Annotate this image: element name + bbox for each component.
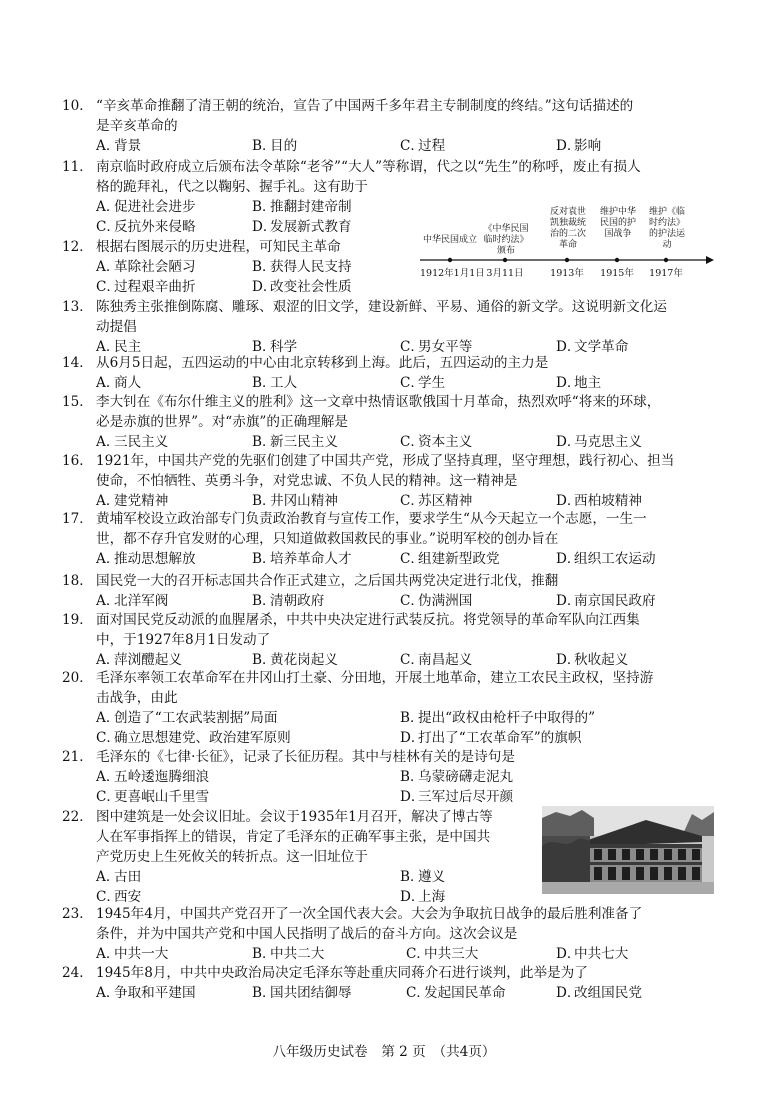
option-b[interactable]: B．培养革命人才 (252, 551, 352, 567)
option-a[interactable]: A．争取和平建国 (96, 985, 196, 1001)
option-b[interactable]: B．黄花岗起义 (252, 652, 338, 668)
question-number: 18． (62, 573, 93, 589)
option-a[interactable]: A．建党精神 (96, 493, 169, 509)
option-d[interactable]: D．文学革命 (556, 339, 629, 355)
option-d[interactable]: D．三军过后尽开颜 (400, 789, 514, 805)
question-text-line: 动提倡 (96, 319, 137, 335)
option-c[interactable]: C．更喜岷山千里雪 (96, 789, 210, 805)
question-number: 19． (62, 612, 93, 628)
option-b[interactable]: B．工人 (252, 375, 298, 391)
option-d[interactable]: D．西柏坡精神 (556, 493, 642, 509)
question-number: 16． (62, 453, 93, 469)
option-c[interactable]: C．确立思想建党、政治建军原则 (96, 730, 291, 746)
options-row (96, 550, 722, 569)
question-number: 22． (62, 809, 93, 825)
option-c[interactable]: C．学生 (400, 375, 446, 391)
question-number: 10． (62, 98, 93, 114)
question-number: 14． (62, 355, 93, 371)
question-number: 12． (62, 239, 93, 255)
option-a[interactable]: A．推动思想解放 (96, 551, 196, 567)
question-text-line: 毛泽东率领工农革命军在井冈山打土豪、分田地，开展土地革命，建立工农民主政权，坚持游 (96, 670, 654, 686)
option-b[interactable]: B．科学 (252, 339, 298, 355)
question-number: 17． (62, 511, 93, 527)
question-text-line: 使命，不怕牺牲、英勇斗争，对党忠诚、不负人民的精神。这一精神是 (96, 473, 518, 489)
timeline-event: 维护中华民国的护国战争 (599, 207, 636, 239)
option-a[interactable]: A．革除社会陋习 (96, 259, 196, 275)
option-d[interactable]: D．秋收起义 (556, 652, 629, 668)
timeline-date: 1912年1月1日 (420, 268, 485, 279)
option-a[interactable]: A．商人 (96, 375, 142, 391)
options-row (96, 137, 722, 156)
question-text-line: 1945年8月，中共中央政治局决定毛泽东等赴重庆同蒋介石进行谈判，此举是为了 (96, 965, 588, 981)
option-d[interactable]: D．影响 (556, 138, 602, 154)
question-number: 13． (62, 299, 93, 315)
option-b[interactable]: B．推翻封建帝制 (252, 199, 352, 215)
option-a[interactable]: A．北洋军阀 (96, 593, 169, 609)
option-c[interactable]: C．西安 (96, 889, 142, 905)
options-row (96, 709, 722, 728)
option-c[interactable]: C．发起国民革命 (406, 985, 506, 1001)
options-row (96, 788, 722, 807)
option-a[interactable]: A．三民主义 (96, 434, 169, 450)
option-b[interactable]: B．获得人民支持 (252, 259, 352, 275)
timeline-event: 中华民国成立 (422, 235, 477, 245)
option-a[interactable]: A．中共一大 (96, 946, 169, 962)
question-number: 23． (62, 906, 93, 922)
option-a[interactable]: A．促进社会进步 (96, 199, 196, 215)
option-b[interactable]: B．遵义 (400, 869, 446, 885)
options-row (96, 729, 722, 748)
option-c[interactable]: C．苏区精神 (400, 493, 473, 509)
options-row (96, 374, 722, 393)
timeline-date: 1913年 (550, 268, 584, 279)
option-c[interactable]: C．男女平等 (400, 339, 473, 355)
options-row (96, 651, 722, 670)
question-number: 15． (62, 394, 93, 410)
options-row (96, 592, 722, 611)
question-text-line: 必是赤旗的世界”。对“赤旗”的正确理解是 (96, 414, 348, 430)
question-text-line: 是辛亥革命的 (96, 118, 178, 134)
option-a[interactable]: A．古田 (96, 869, 142, 885)
option-c[interactable]: C．南昌起义 (400, 652, 473, 668)
option-c[interactable]: C．中共三大 (406, 946, 479, 962)
option-b[interactable]: B．乌蒙磅礴走泥丸 (400, 769, 514, 785)
question-text-line: 1945年4月，中国共产党召开了一次全国代表大会。大会为争取抗日战争的最后胜利准备了 (96, 906, 643, 922)
option-b[interactable]: B．清朝政府 (252, 593, 325, 609)
question-text-line: 图中建筑是一处会议旧址。会议于1935年1月召开，解决了博古等 (96, 809, 493, 825)
option-d[interactable]: D．打出了“工农革命军”的旗帜 (400, 730, 582, 746)
options-row (96, 278, 722, 297)
option-d[interactable]: D．改组国民党 (556, 985, 642, 1001)
question-text-line: 条件，并为中国共产党和中国人民指明了战后的奋斗方向。这次会议是 (96, 926, 518, 942)
option-a[interactable]: A．创造了“工农武装割据”局面 (96, 710, 278, 726)
question-text-line: “辛亥革命推翻了清王朝的统治，宣告了中国两千多年君主专制制度的终结。”这句话描述的 (96, 98, 634, 114)
question-text-line: 面对国民党反动派的血腥屠杀，中共中央决定进行武装反抗。将党领导的革命军队向江西集 (96, 612, 640, 628)
question-number: 21． (62, 749, 93, 765)
option-c[interactable]: C．过程 (400, 138, 446, 154)
timeline-event: 反对袁世凯独裁统治的二次革命 (549, 207, 586, 250)
question-text-line: 根据右图展示的历史进程，可知民主革命 (96, 239, 341, 255)
option-d[interactable]: D．组织工农运动 (556, 551, 656, 567)
timeline-event: 维护《临时约法》的护法运动 (648, 207, 685, 250)
option-d[interactable]: D．地主 (556, 375, 602, 391)
question-text-line: 陈独秀主张推倒陈腐、雕琢、艰涩的旧文学，建设新鲜、平易、通俗的新文学。这说明新文化运 (96, 299, 667, 315)
option-c[interactable]: C．组建新型政党 (400, 551, 500, 567)
option-d[interactable]: D．发展新式教育 (252, 219, 352, 235)
question-text-line: 人在军事指挥上的错误，肯定了毛泽东的正确军事主张，是中国共 (96, 829, 491, 845)
option-c[interactable]: C．反抗外来侵略 (96, 219, 196, 235)
timeline-date: 1915年 (600, 268, 634, 279)
question-text-line: 1921年，中国共产党的先驱们创建了中国共产党，形成了坚持真理，坚守理想，践行初心、担当 (96, 453, 675, 469)
option-b[interactable]: B．目的 (252, 138, 298, 154)
option-c[interactable]: C．资本主义 (400, 434, 473, 450)
question-text-line: 国民党一大的召开标志国共合作正式建立，之后国共两党决定进行北伐，推翻 (96, 573, 559, 589)
question-text-line: 毛泽东的《七律·长征》，记录了长征历程。其中与桂林有关的是诗句是 (96, 749, 515, 765)
option-b[interactable]: B．提出“政权由枪杆子中取得的” (400, 710, 596, 726)
options-row (96, 433, 722, 452)
meeting-site-photo (542, 806, 714, 894)
option-c[interactable]: C．过程艰辛曲折 (96, 279, 196, 295)
option-a[interactable]: A．萍浏醴起义 (96, 652, 182, 668)
option-b[interactable]: B．新三民主义 (252, 434, 338, 450)
timeline-event: 《中华民国临时约法》颁布 (483, 224, 529, 256)
option-a[interactable]: A．五岭逶迤腾细浪 (96, 769, 210, 785)
option-a[interactable]: A．背景 (96, 138, 142, 154)
option-d[interactable]: D．马克思主义 (556, 434, 642, 450)
question-text-line: 从6月5日起，五四运动的中心由北京转移到上海。此后，五四运动的主力是 (96, 355, 549, 371)
page-footer: 八年级历史试卷 第 2 页 （共4页） (272, 1044, 496, 1060)
option-d[interactable]: D．上海 (400, 889, 446, 905)
option-d[interactable]: D．改变社会性质 (252, 279, 352, 295)
option-b[interactable]: B．中共二大 (252, 946, 325, 962)
question-text-line: 黄埔军校设立政治部专门负责政治教育与宣传工作，要求学生“从今天起立一个志愿，一生一 (96, 511, 647, 527)
timeline-date: 3月11日 (486, 268, 524, 279)
option-b[interactable]: B．井冈山精神 (252, 493, 338, 509)
option-c[interactable]: C．伪满洲国 (400, 593, 473, 609)
question-number: 11． (62, 159, 93, 175)
question-text-line: 中，于1927年8月1日发动了 (96, 632, 271, 648)
option-a[interactable]: A．民主 (96, 339, 142, 355)
question-text-line: 产党历史上生死攸关的转折点。这一旧址位于 (96, 849, 368, 865)
options-row (96, 768, 722, 787)
option-b[interactable]: B．国共团结御辱 (252, 985, 352, 1001)
question-text-line: 南京临时政府成立后颁布法令革除“老爷”“大人”等称谓，代之以“先生”的称呼，废止有损人 (96, 159, 641, 175)
options-row (96, 492, 722, 511)
timeline-date: 1917年 (649, 268, 683, 279)
question-text-line: 格的跪拜礼，代之以鞠躬、握手礼。这有助于 (96, 179, 368, 195)
question-text-line: 李大钊在《布尔什维主义的胜利》这一文章中热情讴歌俄国十月革命，热烈欢呼“将来的环球， (96, 394, 661, 410)
option-d[interactable]: D．南京国民政府 (556, 593, 656, 609)
question-text-line: 击战争，由此 (96, 690, 178, 706)
options-row (96, 984, 722, 1003)
question-text-line: 世，都不存升官发财的心理，只知道做救国救民的事业。”说明军校的创办旨在 (96, 531, 559, 547)
options-row (96, 945, 722, 964)
option-d[interactable]: D．中共七大 (556, 946, 629, 962)
question-number: 24． (62, 965, 93, 981)
question-number: 20． (62, 670, 93, 686)
